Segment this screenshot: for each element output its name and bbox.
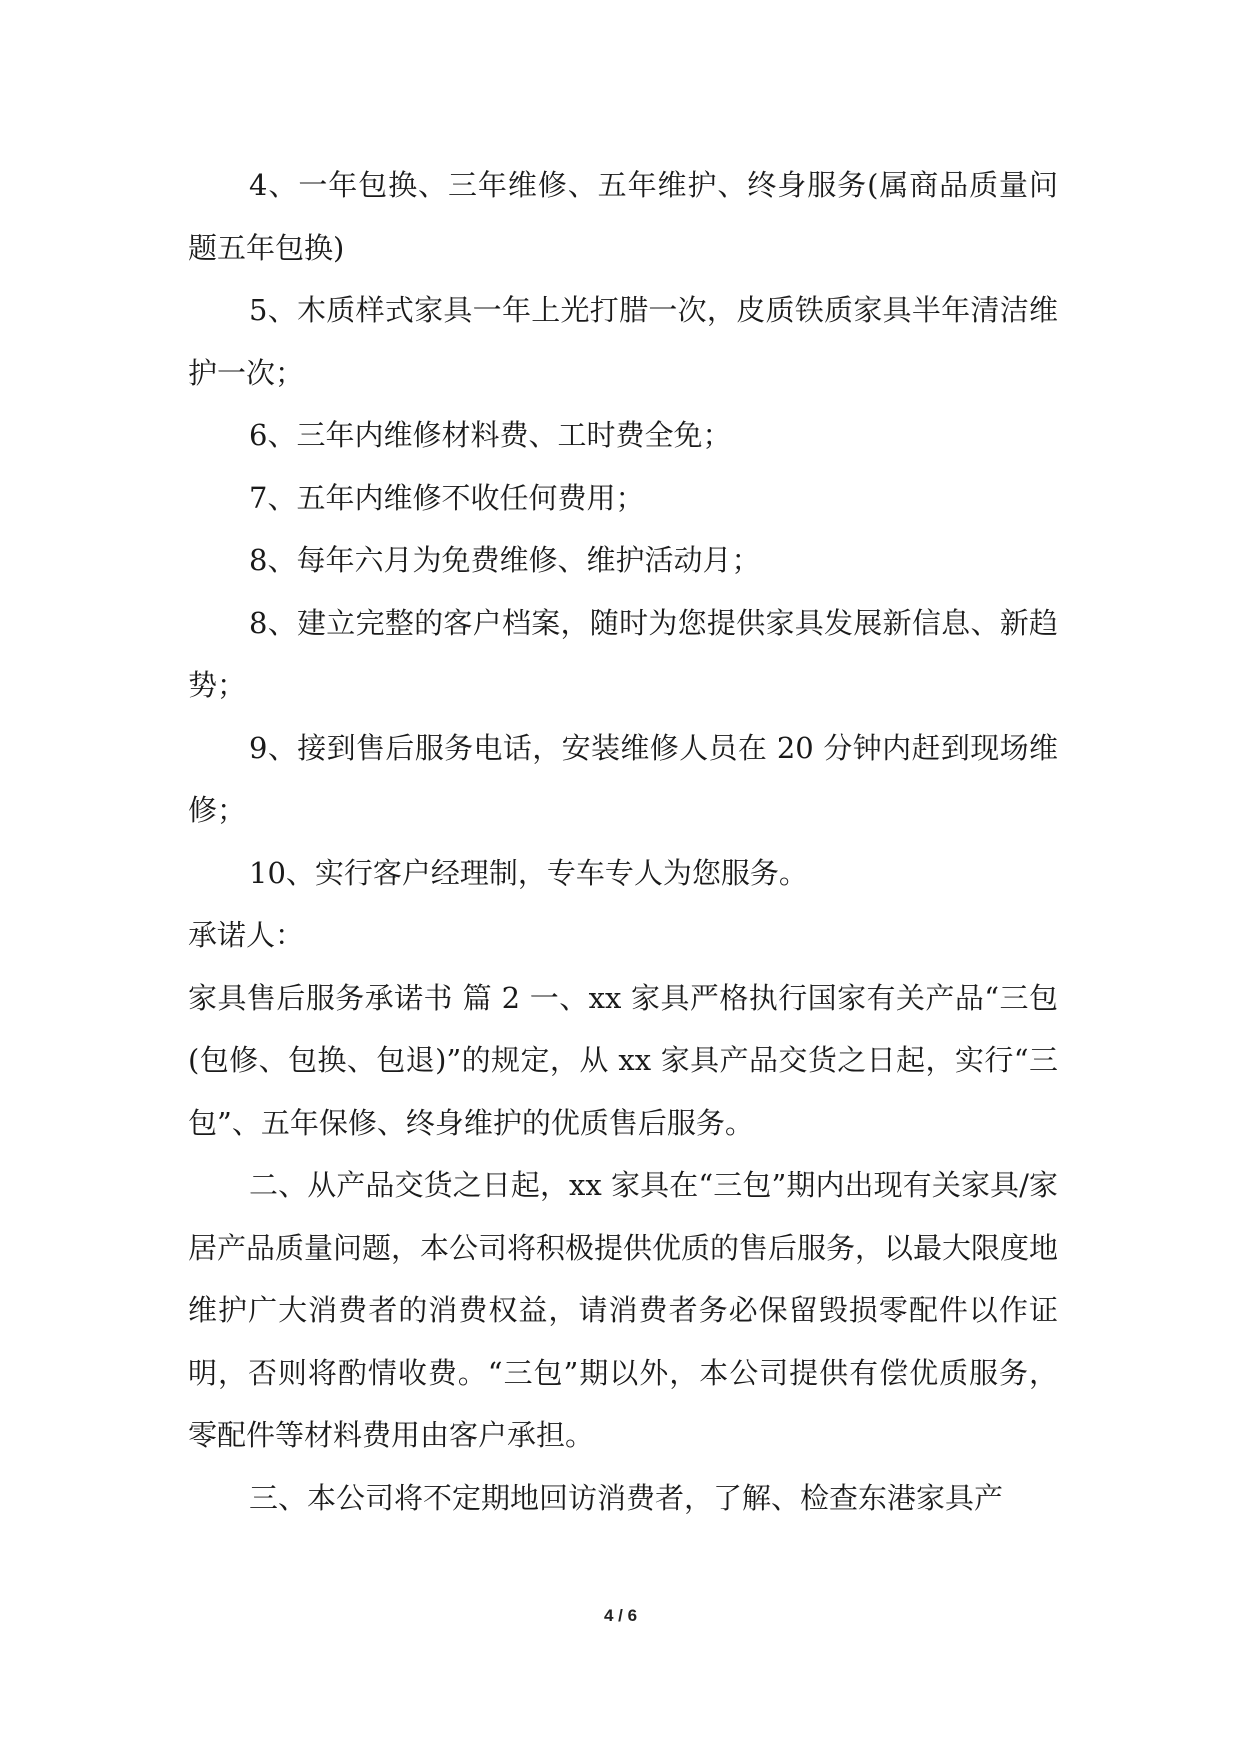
promisor-label: 承诺人： (188, 918, 305, 952)
page-number: 4 / 6 (603, 1606, 638, 1625)
paragraph-item-9: 9、接到售后服务电话，安装维修人员在 20 分钟内赶到现场维修； (188, 730, 1058, 827)
section-2-point-3: 三、本公司将不定期地回访消费者，了解、检查东港家具产 (249, 1480, 1004, 1515)
paragraph-item-4: 4、一年包换、三年维修、五年维护、终身服务(属商品质量问题五年包换) (188, 168, 1058, 265)
paragraph-item-7: 7、五年内维修不收任何费用； (249, 480, 645, 515)
section-2-intro: 家具售后服务承诺书 篇 2 一、xx 家具严格执行国家有关产品“三包(包修、包换、包退)”的规定，从 xx 家具产品交货之日起，实行“三包”、五年保修、终身维护的优质售后服务。 (188, 980, 1058, 1140)
paragraph-item-10: 10、实行客户经理制，专车专人为您服务。 (249, 855, 808, 890)
paragraph-item-8b: 8、建立完整的客户档案，随时为您提供家具发展新信息、新趋势； (188, 605, 1058, 702)
section-2-point-2: 二、从产品交货之日起，xx 家具在“三包”期内出现有关家具/家居产品质量问题，本公司将积极提供优质的售后服务，以最大限度地维护广大消费者的消费权益，请消费者务必保留毁损零配件以作证明，否则将酌情收费。“三包”期以外，本公司提供有偿优质服务，零配件等材料费用由客户承担。 (188, 1168, 1059, 1452)
paragraph-item-8a: 8、每年六月为免费维修、维护活动月； (249, 543, 761, 577)
paragraph-item-6: 6、三年内维修材料费、工时费全免； (249, 418, 732, 452)
paragraph-item-5: 5、木质样式家具一年上光打腊一次，皮质铁质家具半年清洁维护一次； (188, 293, 1058, 390)
document-body (188, 154, 1058, 1529)
